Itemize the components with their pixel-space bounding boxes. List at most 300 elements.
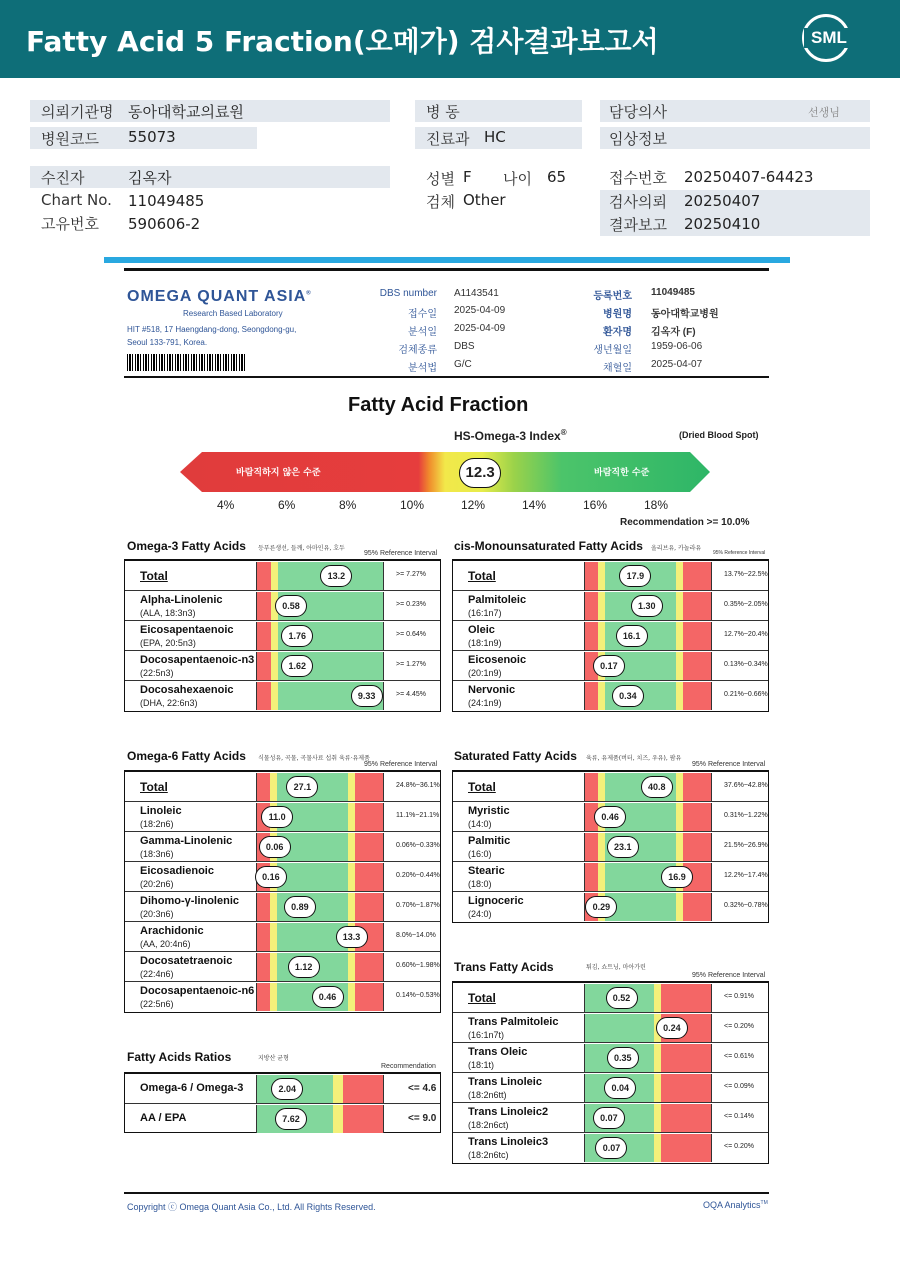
range-gauge bbox=[584, 833, 712, 861]
gauge-segment bbox=[585, 1014, 654, 1042]
table-row bbox=[453, 832, 768, 862]
gauge-segment bbox=[271, 682, 279, 710]
trans-ref-head: 95% Reference Interval bbox=[692, 972, 766, 979]
table-row bbox=[125, 772, 440, 802]
sml-logo-text: SML bbox=[804, 28, 854, 48]
id-value: 590606-2 bbox=[128, 215, 201, 233]
good-level-label: 바람직한 수준 bbox=[594, 468, 650, 478]
doctor-label: 담당의사 bbox=[609, 103, 667, 121]
dept-label: 진료과 bbox=[426, 130, 470, 148]
range-gauge bbox=[584, 773, 712, 801]
lab-specimen-value: DBS bbox=[454, 341, 475, 352]
institution-value: 동아대학교의료원 bbox=[128, 103, 244, 121]
chart-label: Chart No. bbox=[41, 191, 112, 209]
row-formula: (16:1n7t) bbox=[468, 1030, 505, 1040]
received-label: 접수일 bbox=[408, 309, 437, 320]
method-label: 분석법 bbox=[408, 363, 437, 374]
reference-range: <= 0.61% bbox=[724, 1053, 754, 1060]
barcode-icon bbox=[127, 354, 245, 371]
table-row bbox=[125, 1104, 440, 1134]
range-gauge bbox=[256, 773, 384, 801]
omega3-table bbox=[124, 559, 441, 712]
table-row bbox=[453, 892, 768, 922]
gauge-segment bbox=[348, 803, 356, 831]
row-name: Dihomo-γ-linolenic bbox=[140, 895, 239, 907]
reference-range: 11.1%~21.1% bbox=[396, 812, 440, 819]
gauge-segment bbox=[270, 953, 278, 981]
copyright: Copyright ⓒ Omega Quant Asia Co., Ltd. All Rights Reserved. bbox=[127, 1202, 376, 1212]
reference-range: 0.70%~1.87% bbox=[396, 902, 440, 909]
value-marker: 0.17 bbox=[593, 655, 625, 677]
report-title: Fatty Acid 5 Fraction(오메가) 검사결과보고서 bbox=[26, 25, 659, 58]
gauge-segment bbox=[585, 682, 598, 710]
table-row bbox=[453, 1043, 768, 1073]
report-label: 결과보고 bbox=[609, 216, 667, 234]
row-formula: (18:0) bbox=[468, 879, 492, 889]
row-formula: (18:1t) bbox=[468, 1060, 495, 1070]
reference-range: >= 1.27% bbox=[396, 661, 426, 668]
fraction-title: Fatty Acid Fraction bbox=[348, 394, 529, 416]
gauge-segment bbox=[585, 562, 598, 590]
age-label: 나이 bbox=[503, 170, 532, 188]
range-gauge bbox=[584, 1104, 712, 1132]
reference-range: 21.5%~26.9% bbox=[724, 842, 768, 849]
row-formula: (18:2n6) bbox=[140, 819, 174, 829]
gauge-segment bbox=[257, 562, 271, 590]
row-name: Docosapentaenoic-n6 bbox=[140, 985, 255, 997]
gauge-segment bbox=[270, 773, 278, 801]
patient-label: 수진자 bbox=[41, 169, 85, 187]
gauge-segment bbox=[676, 652, 684, 680]
reference-range: <= 9.0 bbox=[408, 1113, 437, 1124]
lab-address-2: Seoul 133-791, Korea. bbox=[127, 338, 208, 347]
reference-range: <= 0.20% bbox=[724, 1023, 754, 1030]
ratios-title: Fatty Acids Ratios bbox=[127, 1050, 232, 1064]
row-name: Trans Linoleic bbox=[468, 1076, 542, 1088]
reference-range: <= 0.20% bbox=[724, 1143, 754, 1150]
range-gauge bbox=[584, 562, 712, 590]
value-marker: 0.89 bbox=[284, 896, 316, 918]
row-formula: (EPA, 20:5n3) bbox=[140, 638, 196, 648]
gauge-segment bbox=[271, 652, 279, 680]
row-formula: (18:3n6) bbox=[140, 849, 174, 859]
value-marker: 17.9 bbox=[619, 565, 651, 587]
index-tick-label: 18% bbox=[644, 498, 669, 512]
table-row bbox=[125, 651, 440, 681]
row-name: Eicosadienoic bbox=[140, 865, 214, 877]
value-marker: 0.35 bbox=[607, 1047, 639, 1069]
ratios-sub: 지방산 균형 bbox=[258, 1055, 289, 1062]
reference-range: 0.06%~0.33% bbox=[396, 842, 440, 849]
value-marker: 1.30 bbox=[631, 595, 663, 617]
range-gauge bbox=[256, 682, 384, 710]
trans-title: Trans Fatty Acids bbox=[454, 960, 554, 974]
value-marker: 16.9 bbox=[661, 866, 693, 888]
value-marker: 27.1 bbox=[286, 776, 318, 798]
value-marker: 23.1 bbox=[607, 836, 639, 858]
reference-range: <= 0.14% bbox=[724, 1113, 754, 1120]
table-row bbox=[125, 922, 440, 952]
value-marker: 0.29 bbox=[585, 896, 617, 918]
gauge-segment bbox=[270, 983, 278, 1011]
lab-patient-label: 환자명 bbox=[603, 327, 632, 338]
reference-range: 0.14%~0.53% bbox=[396, 992, 440, 999]
row-formula: (22:4n6) bbox=[140, 969, 174, 979]
range-gauge bbox=[584, 893, 712, 921]
cismono-table bbox=[452, 559, 769, 712]
table-row bbox=[453, 591, 768, 621]
value-marker: 0.46 bbox=[594, 806, 626, 828]
index-tick-label: 4% bbox=[217, 498, 235, 512]
gauge-segment bbox=[257, 923, 270, 951]
range-gauge bbox=[256, 652, 384, 680]
gauge-segment bbox=[676, 773, 684, 801]
lab-hospital-value: 동아대학교병원 bbox=[651, 309, 719, 320]
row-formula: (16:0) bbox=[468, 849, 492, 859]
value-marker: 1.12 bbox=[288, 956, 320, 978]
value-marker: 0.24 bbox=[656, 1017, 688, 1039]
value-marker: 0.07 bbox=[595, 1137, 627, 1159]
row-name: Oleic bbox=[468, 624, 495, 636]
range-gauge bbox=[256, 863, 384, 891]
dbs-label: DBS number bbox=[379, 288, 437, 299]
omega3-title: Omega-3 Fatty Acids bbox=[127, 539, 246, 553]
range-gauge bbox=[256, 833, 384, 861]
id-label: 고유번호 bbox=[41, 215, 99, 233]
value-marker: 9.33 bbox=[351, 685, 383, 707]
row-formula: (18:2n6tt) bbox=[468, 1090, 507, 1100]
table-row bbox=[453, 1133, 768, 1163]
hospital-code-label: 병원코드 bbox=[41, 130, 99, 148]
value-marker: 0.04 bbox=[604, 1077, 636, 1099]
gauge-segment bbox=[661, 984, 711, 1012]
gauge-segment bbox=[343, 1105, 383, 1133]
range-gauge bbox=[584, 803, 712, 831]
omega3-sub: 등푸른생선, 들깨, 아마인유, 호두 bbox=[258, 545, 345, 552]
row-name: Trans Linoleic2 bbox=[468, 1106, 549, 1118]
gauge-segment bbox=[343, 1075, 383, 1103]
collected-value: 2025-04-07 bbox=[651, 359, 703, 370]
lab-address-1: HIT #518, 17 Haengdang-dong, Seongdong-gu, bbox=[127, 325, 297, 334]
table-row bbox=[125, 892, 440, 922]
value-marker: 40.8 bbox=[641, 776, 673, 798]
gauge-segment bbox=[348, 833, 356, 861]
gauge-segment bbox=[683, 562, 711, 590]
gauge-segment bbox=[585, 773, 598, 801]
row-name: Stearic bbox=[468, 865, 505, 877]
index-subtitle: HS-Omega-3 Index® bbox=[454, 428, 567, 443]
gauge-segment bbox=[598, 833, 606, 861]
table-row bbox=[453, 862, 768, 892]
divider-line bbox=[104, 257, 790, 263]
reference-range: >= 0.23% bbox=[396, 601, 426, 608]
reference-range: 0.13%~0.34% bbox=[724, 661, 768, 668]
age-value: 65 bbox=[547, 168, 567, 186]
index-tick-label: 16% bbox=[583, 498, 608, 512]
gauge-segment bbox=[257, 592, 271, 620]
gauge-segment bbox=[257, 893, 270, 921]
range-gauge bbox=[584, 1074, 712, 1102]
gauge-segment bbox=[598, 863, 606, 891]
gauge-segment bbox=[348, 773, 356, 801]
gauge-segment bbox=[355, 893, 383, 921]
footer-rule bbox=[124, 1192, 769, 1194]
gauge-segment bbox=[683, 622, 711, 650]
specimen-label: 검체 bbox=[426, 193, 455, 211]
row-name: Gamma-Linolenic bbox=[140, 835, 233, 847]
reference-range: <= 4.6 bbox=[408, 1083, 437, 1094]
row-name: Total bbox=[140, 780, 168, 794]
gauge-segment bbox=[676, 833, 684, 861]
footer-brand: OQA Analytics™ bbox=[703, 1200, 768, 1210]
row-formula: (AA, 20:4n6) bbox=[140, 939, 191, 949]
row-name: Palmitic bbox=[468, 835, 511, 847]
reference-range: 0.21%~0.66% bbox=[724, 691, 768, 698]
index-tick-label: 14% bbox=[522, 498, 547, 512]
analyzed-value: 2025-04-09 bbox=[454, 323, 506, 334]
row-name: Eicosenoic bbox=[468, 654, 527, 666]
lab-name: OMEGA QUANT ASIA® bbox=[127, 288, 312, 305]
gauge-segment bbox=[355, 833, 383, 861]
gauge-segment bbox=[676, 893, 684, 921]
gauge-segment bbox=[271, 562, 279, 590]
saturated-ref-head: 95% Reference Interval bbox=[692, 761, 766, 768]
gauge-segment bbox=[676, 622, 684, 650]
row-formula: (16:1n7) bbox=[468, 608, 502, 618]
bad-level-label: 바람직하지 않은 수준 bbox=[236, 468, 321, 478]
range-gauge bbox=[584, 984, 712, 1012]
row-formula: (24:0) bbox=[468, 909, 492, 919]
omega6-title: Omega-6 Fatty Acids bbox=[127, 749, 246, 763]
gauge-segment bbox=[585, 592, 598, 620]
report-value: 20250410 bbox=[684, 215, 761, 233]
clinical-label: 임상정보 bbox=[609, 130, 667, 148]
gauge-segment bbox=[333, 1105, 343, 1133]
gauge-segment bbox=[585, 833, 598, 861]
value-marker: 2.04 bbox=[271, 1078, 303, 1100]
row-name: Myristic bbox=[468, 805, 510, 817]
ratios-ref-head: Recommendation bbox=[381, 1063, 436, 1070]
row-name: Trans Linoleic3 bbox=[468, 1136, 549, 1148]
value-marker: 1.76 bbox=[281, 625, 313, 647]
value-marker: 0.34 bbox=[612, 685, 644, 707]
reference-range: 24.8%~36.1% bbox=[396, 782, 440, 789]
reference-range: 0.20%~0.44% bbox=[396, 872, 440, 879]
table-row bbox=[125, 681, 440, 711]
reg-value: 11049485 bbox=[651, 287, 695, 298]
trans-sub: 튀김, 쇼트닝, 마아가린 bbox=[586, 964, 646, 971]
row-formula: (20:1n9) bbox=[468, 668, 502, 678]
gauge-segment bbox=[348, 893, 356, 921]
table-row bbox=[453, 772, 768, 802]
omega3-ref-head: 95% Reference Interval bbox=[364, 550, 438, 557]
trans-table bbox=[452, 981, 769, 1164]
row-name: Lignoceric bbox=[468, 895, 524, 907]
gauge-segment bbox=[257, 622, 271, 650]
patient-value: 김옥자 bbox=[128, 169, 172, 187]
gauge-segment bbox=[661, 1134, 711, 1162]
row-name: Docosahexaenoic bbox=[140, 684, 234, 696]
value-marker: 0.07 bbox=[593, 1107, 625, 1129]
gauge-segment bbox=[661, 1074, 711, 1102]
gauge-segment bbox=[355, 773, 383, 801]
table-row bbox=[125, 862, 440, 892]
range-gauge bbox=[584, 1044, 712, 1072]
row-name: Eicosapentaenoic bbox=[140, 624, 234, 636]
reference-range: 37.6%~42.8% bbox=[724, 782, 768, 789]
collected-label: 채혈일 bbox=[603, 363, 632, 374]
row-formula: (20:3n6) bbox=[140, 909, 174, 919]
table-row bbox=[453, 681, 768, 711]
range-gauge bbox=[256, 592, 384, 620]
doctor-suffix: 선생님 bbox=[808, 106, 840, 119]
value-marker: 0.46 bbox=[312, 986, 344, 1008]
dbs-value: A1143541 bbox=[454, 288, 499, 299]
row-name: Trans Oleic bbox=[468, 1046, 528, 1058]
row-name: Nervonic bbox=[468, 684, 516, 696]
gauge-segment bbox=[598, 682, 606, 710]
row-name: Docosatetraenoic bbox=[140, 955, 233, 967]
saturated-table bbox=[452, 770, 769, 923]
row-name: Omega-6 / Omega-3 bbox=[140, 1082, 244, 1094]
gauge-segment bbox=[585, 622, 598, 650]
table-row bbox=[453, 651, 768, 681]
gauge-segment bbox=[271, 622, 279, 650]
gauge-segment bbox=[683, 833, 711, 861]
gauge-segment bbox=[277, 863, 348, 891]
gauge-segment bbox=[355, 953, 383, 981]
reference-range: 8.0%~14.0% bbox=[396, 932, 436, 939]
omega6-ref-head: 95% Reference Interval bbox=[364, 761, 438, 768]
row-name: Total bbox=[140, 569, 168, 583]
reference-range: <= 0.91% bbox=[724, 993, 754, 1000]
row-formula: (24:1n9) bbox=[468, 698, 502, 708]
gauge-segment bbox=[683, 893, 711, 921]
gauge-segment bbox=[598, 562, 606, 590]
gauge-segment bbox=[676, 562, 684, 590]
value-marker: 0.52 bbox=[606, 987, 638, 1009]
gauge-segment bbox=[683, 592, 711, 620]
row-formula: (20:2n6) bbox=[140, 879, 174, 889]
receipt-label: 접수번호 bbox=[609, 169, 667, 187]
row-name: Palmitoleic bbox=[468, 594, 527, 606]
table-row bbox=[453, 983, 768, 1013]
index-tick-label: 10% bbox=[400, 498, 425, 512]
range-gauge bbox=[584, 652, 712, 680]
gauge-segment bbox=[257, 773, 270, 801]
gauge-segment bbox=[598, 773, 606, 801]
value-marker: 11.0 bbox=[261, 806, 293, 828]
row-name: Arachidonic bbox=[140, 925, 204, 937]
sex-value: F bbox=[463, 168, 472, 186]
value-marker: 7.62 bbox=[275, 1108, 307, 1130]
hospital-code-value: 55073 bbox=[128, 128, 176, 146]
gauge-segment bbox=[348, 863, 356, 891]
cismono-ref-head: 95% Reference Interval bbox=[713, 550, 766, 556]
saturated-sub: 육류, 유제품(버터, 치즈, 우유), 팜유 bbox=[586, 755, 682, 762]
value-marker: 13.2 bbox=[320, 565, 352, 587]
lab-bottom-rule bbox=[124, 376, 769, 378]
analyzed-label: 분석일 bbox=[408, 327, 437, 338]
index-tick-label: 8% bbox=[339, 498, 357, 512]
value-marker: 16.1 bbox=[616, 625, 648, 647]
row-name: Total bbox=[468, 569, 496, 583]
ward-label: 병 동 bbox=[426, 103, 460, 121]
gauge-segment bbox=[598, 592, 606, 620]
reference-range: 0.60%~1.98% bbox=[396, 962, 440, 969]
gauge-segment bbox=[661, 1044, 711, 1072]
gauge-segment bbox=[676, 803, 684, 831]
lab-specimen-label: 검체종류 bbox=[398, 345, 437, 356]
table-row bbox=[125, 982, 440, 1012]
gauge-segment bbox=[257, 953, 270, 981]
cismono-sub: 올리브유, 카놀라유 bbox=[651, 545, 702, 552]
value-marker: 13.3 bbox=[336, 926, 368, 948]
dob-label: 생년월일 bbox=[593, 345, 632, 356]
specimen-value: Other bbox=[463, 191, 506, 209]
reference-range: 13.7%~22.5% bbox=[724, 571, 768, 578]
row-formula: (14:0) bbox=[468, 819, 492, 829]
table-row bbox=[125, 802, 440, 832]
range-gauge bbox=[256, 1105, 384, 1133]
gauge-segment bbox=[257, 983, 270, 1011]
row-formula: (18:1n9) bbox=[468, 638, 502, 648]
gauge-segment bbox=[270, 893, 278, 921]
gauge-segment bbox=[348, 953, 356, 981]
gauge-segment bbox=[598, 622, 606, 650]
index-tick-label: 12% bbox=[461, 498, 486, 512]
lab-patient-value: 김옥자 (F) bbox=[651, 327, 696, 338]
gauge-segment bbox=[683, 682, 711, 710]
reference-range: >= 7.27% bbox=[396, 571, 426, 578]
dob-value: 1959-06-06 bbox=[651, 341, 703, 352]
range-gauge bbox=[256, 923, 384, 951]
range-gauge bbox=[256, 953, 384, 981]
range-gauge bbox=[584, 1134, 712, 1162]
gauge-segment bbox=[257, 652, 271, 680]
gauge-segment bbox=[683, 773, 711, 801]
row-name: Trans Palmitoleic bbox=[468, 1016, 559, 1028]
range-gauge bbox=[584, 592, 712, 620]
row-name: Total bbox=[468, 780, 496, 794]
row-name: Linoleic bbox=[140, 805, 182, 817]
index-tick-label: 6% bbox=[278, 498, 296, 512]
table-row bbox=[453, 1013, 768, 1043]
range-gauge bbox=[256, 983, 384, 1011]
value-marker: 0.16 bbox=[255, 866, 287, 888]
range-gauge bbox=[256, 1075, 384, 1103]
table-row bbox=[125, 621, 440, 651]
row-name: Alpha-Linolenic bbox=[140, 594, 223, 606]
reference-range: 12.7%~20.4% bbox=[724, 631, 768, 638]
row-formula: (ALA, 18:3n3) bbox=[140, 608, 196, 618]
gauge-segment bbox=[355, 803, 383, 831]
row-formula: (18:2n6tc) bbox=[468, 1150, 509, 1160]
range-gauge bbox=[256, 893, 384, 921]
range-gauge bbox=[584, 622, 712, 650]
request-value: 20250407 bbox=[684, 192, 761, 210]
institution-label: 의뢰기관명 bbox=[41, 103, 114, 121]
range-gauge bbox=[256, 803, 384, 831]
value-marker: 0.06 bbox=[259, 836, 291, 858]
gauge-segment bbox=[676, 592, 684, 620]
table-row bbox=[453, 1103, 768, 1133]
lab-top-rule bbox=[124, 268, 769, 271]
table-row bbox=[125, 561, 440, 591]
table-row bbox=[125, 832, 440, 862]
chart-value: 11049485 bbox=[128, 192, 205, 210]
table-row bbox=[453, 802, 768, 832]
